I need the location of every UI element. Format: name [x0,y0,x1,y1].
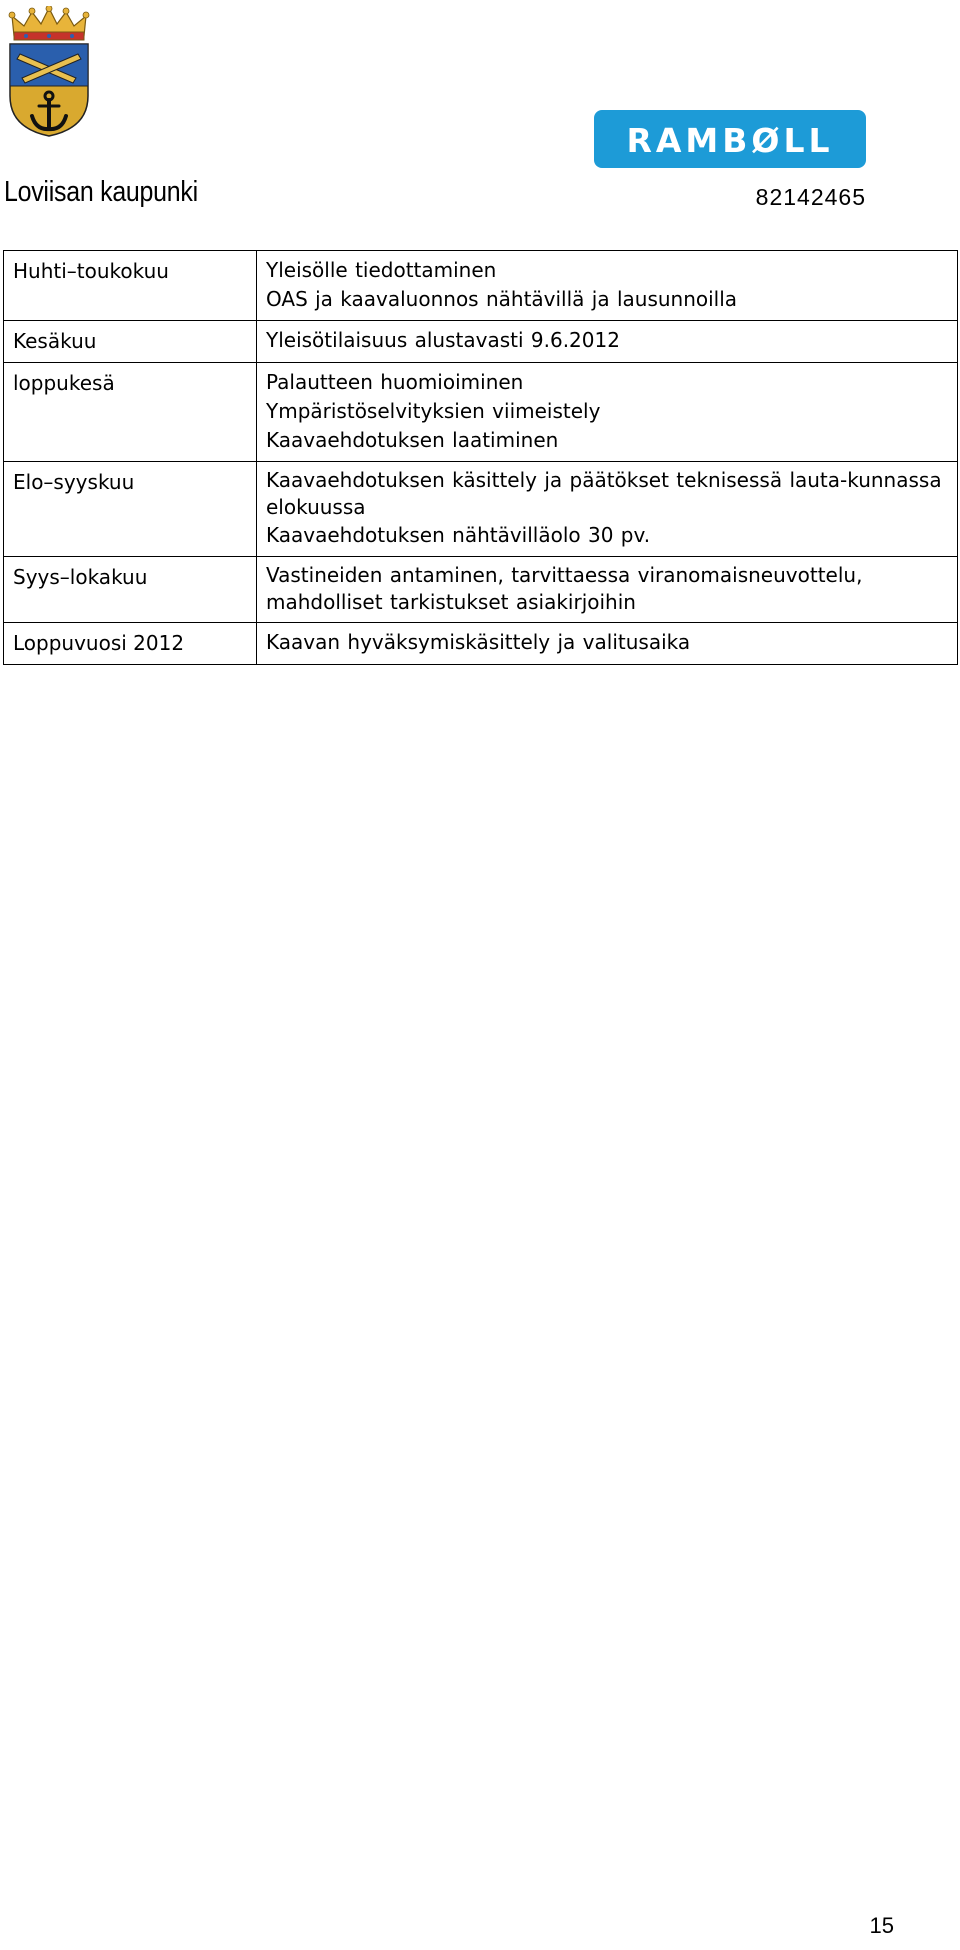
task-item: Kaavan hyväksymiskäsittely ja valitusaika [266,630,691,654]
loviisa-coat-of-arms-icon [6,6,92,138]
table-row [4,363,958,462]
task-item: Palautteen huomioiminen [266,370,524,394]
task-item: Kaavaehdotuksen nähtävilläolo 30 pv. [266,523,651,547]
svg-text:RAMBØLL: RAMBØLL [626,121,834,160]
table-row [4,321,958,363]
period-cell: Huhti–toukokuu [4,251,257,321]
table-row [4,251,958,321]
tasks-cell [257,363,958,462]
task-item: Yleisölle tiedottaminen [266,258,497,282]
task-item: Yleisötilaisuus alustavasti 9.6.2012 [266,328,620,352]
tasks-cell [257,251,958,321]
task-item: Kaavaehdotuksen laatiminen [266,428,559,452]
project-number: 82142465 [755,184,866,210]
task-item: Vastineiden antaminen, tarvittaessa viranomaisneuvottelu, mahdolliset tarkistukset asiakirjoihin [266,563,863,614]
task-item: Kaavaehdotuksen käsittely ja päätökset teknisessä lauta-kunnassa elokuussa [266,468,942,519]
table-row [4,623,958,665]
period-cell: loppukesä [4,363,257,462]
tasks-cell [257,321,958,363]
task-item: OAS ja kaavaluonnos nähtävillä ja lausunnoilla [266,287,738,311]
period-cell: Kesäkuu [4,321,257,363]
period-cell: Loppuvuosi 2012 [4,623,257,665]
ramboll-logo [594,110,866,168]
period-cell: Elo–syyskuu [4,462,257,557]
table-row [4,557,958,623]
task-item: Ympäristöselvityksien viimeistely [266,399,601,423]
tasks-cell [257,462,958,557]
tasks-cell [257,623,958,665]
schedule-table [3,250,958,665]
table-row [4,462,958,557]
page-number: 15 [869,1913,894,1938]
period-cell: Syys–lokakuu [4,557,257,623]
tasks-cell [257,557,958,623]
city-name: Loviisan kaupunki [4,176,198,208]
